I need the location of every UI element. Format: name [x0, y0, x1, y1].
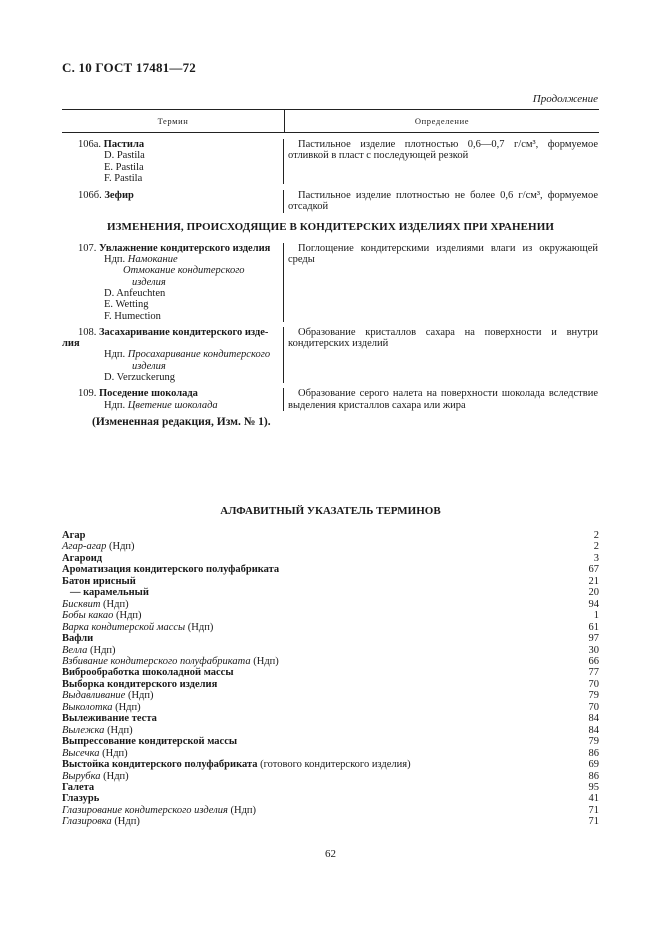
- index-entry: [62, 782, 599, 793]
- index-page-ref: 79: [588, 690, 599, 702]
- definition-cell: Пастильное изделие плотностью 0,6—0,7 г/см³, формуемое отливкой в пласт с последующей резкой: [288, 139, 598, 162]
- index-entry: [62, 656, 599, 667]
- foreign-term: E. Wetting: [104, 299, 149, 311]
- ndp-label: Ндп.: [104, 349, 126, 361]
- page-header: С. 10 ГОСТ 17481—72: [62, 60, 196, 75]
- term-name: Поседение шоколада: [99, 388, 198, 400]
- ndp-term: Отмокание кондитерского: [123, 265, 245, 277]
- index-page-ref: 41: [588, 793, 599, 805]
- index-entry: [62, 541, 599, 552]
- term-number: 106а.: [78, 139, 102, 150]
- index-page-ref: 61: [588, 621, 599, 633]
- index-page-ref: 71: [588, 804, 599, 816]
- index-entry: [62, 736, 599, 747]
- foreign-term: D. Anfeuchten: [104, 287, 166, 299]
- index-page-ref: 2: [593, 530, 599, 541]
- index-entry: [62, 748, 599, 759]
- index-term: Виброобработка шоколадной массы: [62, 667, 234, 679]
- index-term: Велла (Ндп): [62, 644, 116, 656]
- index-entry: [62, 679, 599, 690]
- definition-cell: Поглощение кондитерскими изделиями влаги из окружающей среды: [288, 242, 598, 266]
- index-term: Вылежка (Ндп): [62, 724, 133, 736]
- index-entry: [62, 771, 599, 782]
- index-term: Агароид: [62, 552, 103, 564]
- index-page-ref: 67: [588, 564, 599, 576]
- index-title: АЛФАВИТНЫЙ УКАЗАТЕЛЬ ТЕРМИНОВ: [220, 505, 441, 517]
- index-page-ref: 79: [588, 736, 599, 748]
- index-page-ref: 1: [593, 610, 599, 622]
- index-entry: [62, 713, 599, 724]
- index-term: Варка кондитерской массы (Ндп): [62, 621, 214, 633]
- continued-label: Продолжение: [532, 93, 598, 105]
- index-term: Глазурь: [62, 793, 100, 805]
- index-term: Вырубка (Ндп): [62, 770, 129, 782]
- index-term: Вылеживание теста: [62, 713, 157, 725]
- definition-cell: Образование кристаллов сахара на поверхности и внутри кондитерских изделий: [288, 326, 598, 350]
- index-page-ref: 69: [588, 759, 599, 771]
- index-page-ref: 95: [588, 781, 599, 793]
- index-term: Выдавливание (Ндп): [62, 690, 154, 702]
- index-entry: [62, 610, 599, 621]
- term-cell: [62, 327, 284, 383]
- index-page-ref: 71: [588, 816, 599, 828]
- index-page-ref: 20: [588, 587, 599, 599]
- index-page-ref: 94: [588, 598, 599, 610]
- term-cell: [62, 139, 284, 184]
- index-entry: [62, 793, 599, 804]
- foreign-term: D. Pastila: [104, 150, 145, 162]
- term-number: 109.: [78, 388, 97, 400]
- table-row: [62, 383, 599, 411]
- table-row: [62, 243, 599, 322]
- index-page-ref: 66: [588, 655, 599, 667]
- ndp-term: изделия: [132, 276, 166, 288]
- index-entry: [62, 633, 599, 644]
- index-entry: [62, 667, 599, 678]
- index-entry: [62, 576, 599, 587]
- index-entry: [62, 530, 599, 541]
- index-page-ref: 97: [588, 633, 599, 645]
- index-term: Выколотка (Ндп): [62, 701, 141, 713]
- index-page-ref: 21: [588, 575, 599, 587]
- table-header: [62, 109, 599, 133]
- term-name: Зефир: [104, 190, 134, 202]
- amendment-note: (Измененная редакция, Изм. № 1).: [92, 416, 271, 428]
- index-entry: [62, 622, 599, 633]
- index-page-ref: 86: [588, 770, 599, 782]
- definition-cell: Пастильное изделие плотностью не более 0,6 г/см³, формуемое отсадкой: [288, 190, 598, 213]
- index-page-ref: 30: [588, 644, 599, 656]
- index-entry: [62, 599, 599, 610]
- index-page-ref: 84: [588, 724, 599, 736]
- table-row: [62, 322, 599, 383]
- ndp-term: Просахаривание кондитерского: [127, 349, 271, 361]
- index-entry: [62, 816, 599, 827]
- index-term: Глазировка (Ндп): [62, 816, 140, 828]
- term-name-continued: лия: [62, 338, 80, 350]
- term-number: 108.: [78, 326, 97, 338]
- column-header-term: Термин: [62, 110, 285, 132]
- index-term: Ароматизация кондитерского полуфабриката: [62, 564, 280, 576]
- term-cell: [62, 388, 284, 411]
- index-term: Батон ирисный: [62, 575, 136, 587]
- ndp-term: Намокание: [127, 254, 178, 266]
- foreign-term: D. Verzuckerung: [104, 372, 175, 384]
- index-term: Галета: [62, 781, 95, 793]
- table-row: [62, 184, 599, 213]
- index-term: Высечка (Ндп): [62, 747, 128, 759]
- index-term: Агар: [62, 530, 86, 541]
- index-page-ref: 84: [588, 713, 599, 725]
- index-page-ref: 2: [593, 541, 599, 553]
- column-header-definition: Определение: [414, 116, 470, 126]
- term-name: Засахаривание кондитерского изде-: [99, 326, 269, 338]
- index-entry: [62, 564, 599, 575]
- index-term: Глазирование кондитерского изделия (Ндп): [62, 804, 257, 816]
- foreign-term: F. Humection: [104, 310, 161, 322]
- index-entry: [62, 759, 599, 770]
- index-term: — карамельный: [70, 587, 149, 599]
- ndp-label: Ндп.: [104, 399, 126, 411]
- index-page-ref: 86: [588, 747, 599, 759]
- index-entry: [62, 645, 599, 656]
- ndp-term: изделия: [132, 360, 166, 372]
- index-term: Вафли: [62, 633, 94, 645]
- term-cell: [62, 243, 284, 322]
- page-number: 62: [325, 848, 336, 860]
- index-term: Выстойка кондитерского полуфабриката (готового кондитерского изделия): [62, 759, 411, 771]
- term-name: Пастила: [103, 139, 145, 150]
- alphabetical-index: [62, 530, 599, 828]
- term-name: Увлажнение кондитерского изделия: [99, 242, 271, 254]
- foreign-term: E. Pastila: [104, 161, 144, 173]
- definition-cell: Образование серого налета на поверхности шоколада вследствие выделения кристаллов сахара или жира: [288, 388, 598, 411]
- index-term: Выборка кондитерского изделия: [62, 678, 218, 690]
- section-title: ИЗМЕНЕНИЯ, ПРОИСХОДЯЩИЕ В КОНДИТЕРСКИХ ИЗДЕЛИЯХ ПРИ ХРАНЕНИИ: [106, 220, 555, 233]
- term-cell: [62, 190, 284, 213]
- index-term: Агар-агар (Ндп): [62, 541, 135, 553]
- index-entry: [62, 702, 599, 713]
- index-entry: [62, 690, 599, 701]
- terms-table: [62, 109, 599, 411]
- index-page-ref: 70: [588, 678, 599, 690]
- index-term: Бисквит (Ндп): [62, 598, 129, 610]
- term-number: 107.: [78, 242, 97, 254]
- index-page-ref: 3: [593, 552, 599, 564]
- index-entry: [62, 587, 599, 598]
- index-entry: [62, 553, 599, 564]
- term-number: 106б.: [78, 190, 102, 202]
- index-term: Бобы какао (Ндп): [62, 610, 142, 622]
- index-page-ref: 70: [588, 701, 599, 713]
- foreign-term: F. Pastila: [104, 172, 143, 184]
- table-row: [62, 133, 599, 184]
- ndp-term: Цветение шоколада: [127, 399, 218, 411]
- index-entry: [62, 725, 599, 736]
- index-page-ref: 77: [588, 667, 599, 679]
- ndp-label: Ндп.: [104, 254, 126, 266]
- index-term: Взбивание кондитерского полуфабриката (Ндп): [62, 655, 279, 667]
- index-term: Выпрессование кондитерской массы: [62, 736, 238, 748]
- index-entry: [62, 805, 599, 816]
